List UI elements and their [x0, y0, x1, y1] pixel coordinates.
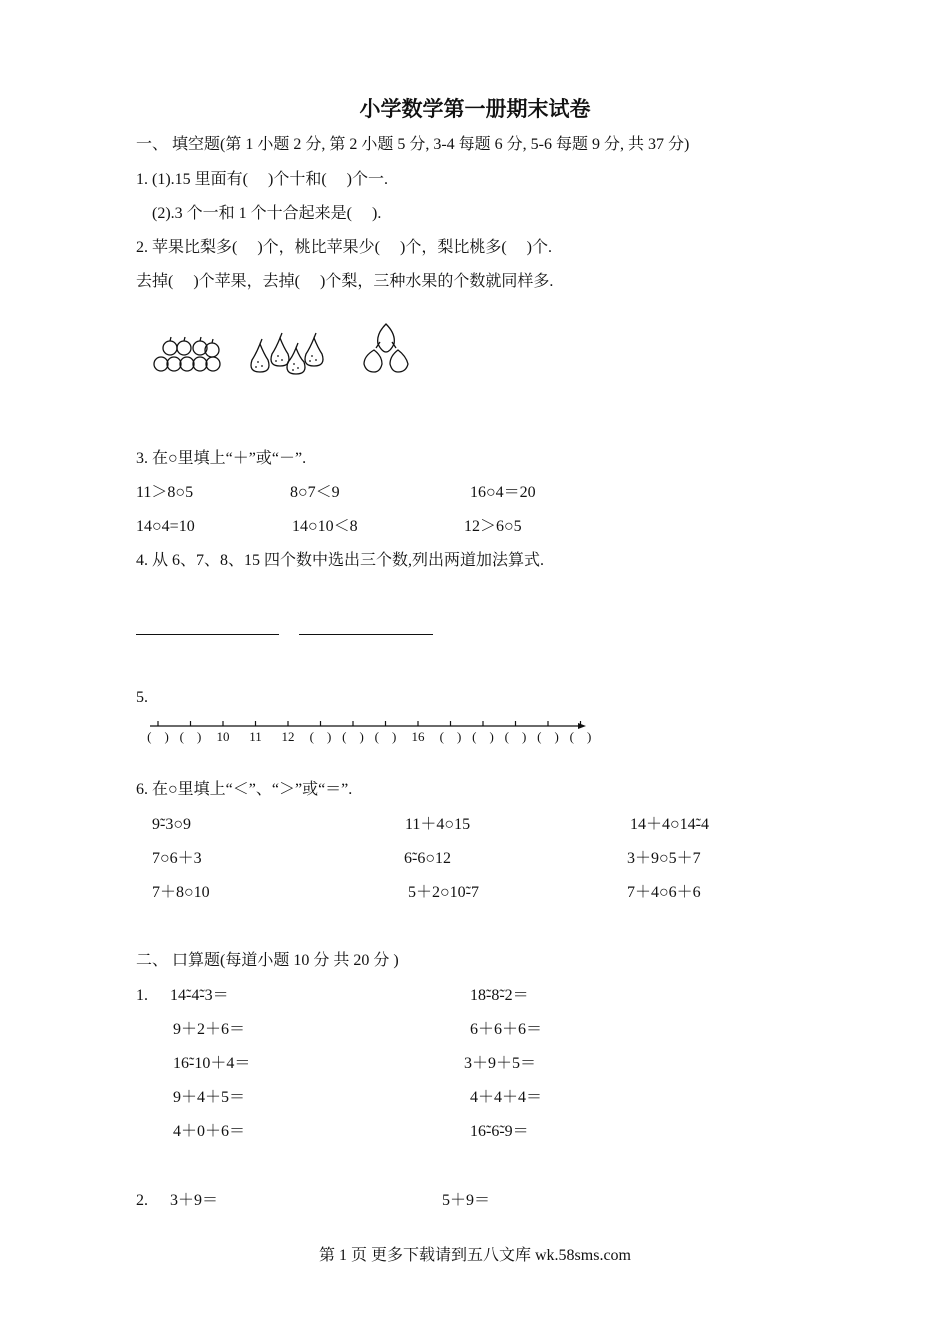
- s2-left-item: 9＋2＋6＝: [173, 1021, 246, 1038]
- s2-right-item: 4＋4＋4＝: [470, 1089, 543, 1106]
- q6-item: 11＋4○15: [405, 816, 471, 833]
- s2-right-item: 18̃-8̃-2＝: [470, 987, 529, 1004]
- s2-right-item: 16̃-6̃-9＝: [470, 1123, 529, 1140]
- section2-header: 二、 口算题(每道小题 10 分 共 20 分 ): [136, 952, 399, 969]
- number-line-label: ( ): [309, 729, 332, 744]
- question-2a: 2. 苹果比梨多( )个，桃比苹果少( )个，梨比桃多( )个.: [136, 239, 552, 256]
- s2-q2-item: 3＋9＝: [170, 1192, 219, 1209]
- s2-left-item: 4＋0＋6＝: [173, 1123, 246, 1140]
- s2-q2-item: 5＋9＝: [442, 1192, 491, 1209]
- q3-item: 12＞6○5: [464, 518, 522, 535]
- q3-item: 14○4=10: [136, 518, 195, 535]
- q6-item: 7○6＋3: [152, 850, 202, 867]
- page-footer: 第 1 页 更多下载请到五八文库 wk.58sms.com: [318, 1247, 631, 1264]
- q3-item: 11＞8○5: [136, 484, 194, 501]
- number-line-label: 11: [249, 729, 262, 744]
- pears-icon: [246, 328, 328, 378]
- number-line-label: ( ): [374, 729, 397, 744]
- q6-item: 5＋2○10̃-7: [408, 884, 479, 901]
- question-1b: (2).3 个一和 1 个十合起来是( ).: [152, 205, 382, 222]
- q6-item: 7＋4○6＋6: [627, 884, 701, 901]
- question-5: 5.: [136, 689, 148, 706]
- s2-right-item: 3＋9＋5＝: [464, 1055, 537, 1072]
- q3-item: 8○7＜9: [290, 484, 340, 501]
- number-line-label: ( ): [439, 729, 462, 744]
- question-6: 6. 在○里填上“＜”、“＞”或“＝”.: [136, 781, 353, 798]
- number-line-label: ( ): [147, 729, 169, 744]
- question-1a: 1. (1).15 里面有( )个十和( )个一.: [136, 171, 388, 188]
- apples-icon: [152, 333, 224, 375]
- q6-item: 14＋4○14̃-4: [630, 816, 709, 833]
- number-line-label: 10: [216, 729, 230, 744]
- s2-left-item: 16̃-10＋4＝: [173, 1055, 251, 1072]
- number-line-label: ( ): [504, 729, 527, 744]
- number-line-label: 12: [281, 729, 295, 744]
- number-line-label: ( ): [472, 729, 494, 744]
- q6-item: 6̃-6○12: [404, 850, 451, 867]
- number-line-label: ( ): [537, 729, 559, 744]
- s2-left-item: 14̃-4̃-3＝: [170, 987, 229, 1004]
- page-title: 小学数学第一册期末试卷: [359, 97, 591, 121]
- q6-item: 3＋9○5＋7: [627, 850, 701, 867]
- number-line-label: ( ): [179, 729, 202, 744]
- q3-item: 14○10＜8: [292, 518, 358, 535]
- question-3: 3. 在○里填上“＋”或“－”.: [136, 450, 307, 467]
- answer-line: [136, 634, 279, 635]
- number-line-label: 16: [411, 729, 425, 744]
- section1-header: 一、 填空题(第 1 小题 2 分, 第 2 小题 5 分, 3-4 每题 6 分, 5-6 每题 9 分, 共 37 分): [136, 136, 690, 153]
- question-4: 4. 从 6、7、8、15 四个数中选出三个数,列出两道加法算式.: [136, 552, 545, 569]
- number-line-label: ( ): [342, 729, 364, 744]
- s2-right-item: 6＋6＋6＝: [470, 1021, 543, 1038]
- question-2b: 去掉( )个苹果，去掉( )个梨，三种水果的个数就同样多.: [136, 273, 554, 290]
- s2-q1-label: 1.: [136, 987, 148, 1004]
- q6-item: 7＋8○10: [152, 884, 210, 901]
- answer-line: [299, 634, 433, 635]
- q3-item: 16○4＝20: [470, 484, 536, 501]
- s2-left-item: 9＋4＋5＝: [173, 1089, 246, 1106]
- s2-q2-label: 2.: [136, 1192, 148, 1209]
- peaches-icon: [360, 320, 414, 376]
- number-line-label: ( ): [569, 729, 592, 744]
- q6-item: 9̃-3○9: [152, 816, 191, 833]
